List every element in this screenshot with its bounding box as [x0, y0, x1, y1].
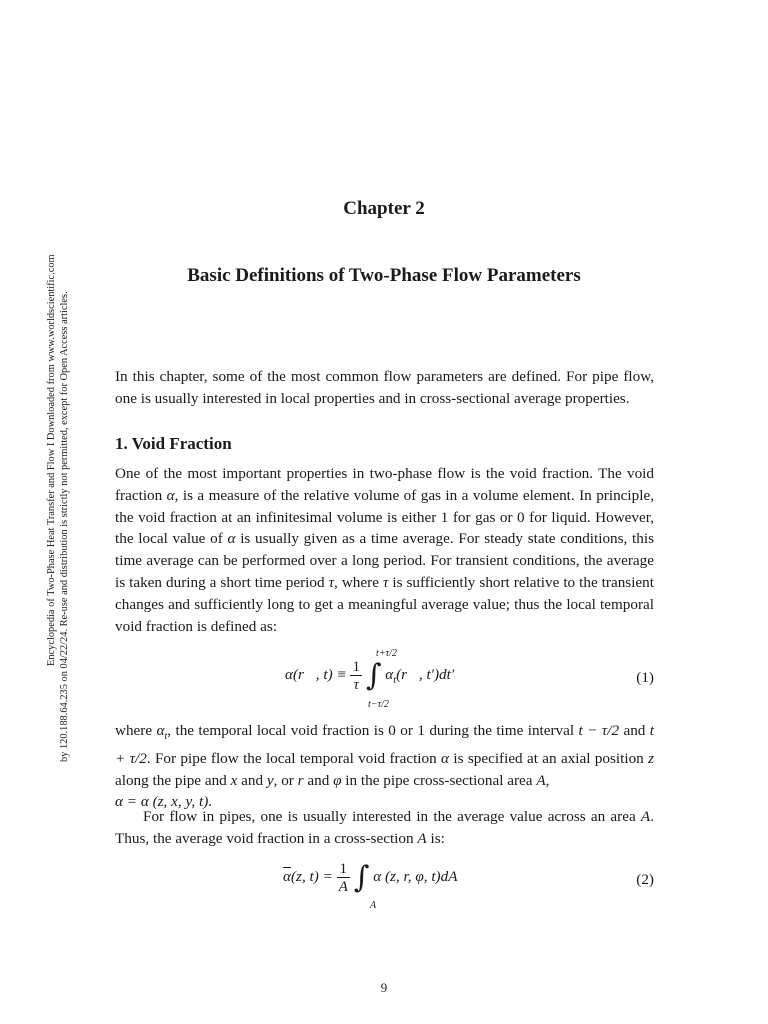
eq1-lhs: α(r⃗, t) ≡: [285, 665, 347, 683]
eq2-fraction: $\frac{1}{A}$: [338, 860, 348, 895]
eq1-number: (1): [636, 669, 654, 686]
eq1-lower-limit: t−τ/2: [368, 699, 389, 710]
eq1-integral-sign: ∫: [365, 658, 382, 693]
download-notice-line-1: Encyclopedia of Two-Phase Heat Transfer and Flow I Downloaded from www.worldscientific.com: [46, 254, 57, 666]
intro-paragraph: In this chapter, some of the most common flow parameters are defined. For pipe flow, one is usually interested in local properties and in cross-sectional average properties.: [115, 368, 654, 407]
void-fraction-paragraph: One of the most important properties in two-phase flow is the void fraction. The void fraction α, is a measure of the relative volume of gas in a volume element. In principle, the void fraction at an infinitesimal volume is either 1 for gas or 0 for liquid. However, the local value of α is usually given as a time average. For steady state conditions, this time average can be performed over a long period. For transient conditions, the average is taken during a short time period τ, where τ is sufficiently short relative to the transient changes and sufficiently long to get a meaningful average value; thus the local temporal void fraction is defined as:: [115, 465, 655, 635]
chapter-title: Basic Definitions of Two-Phase Flow Parameters: [187, 265, 581, 286]
eq2-integrand: α (z, r, φ, t)dA: [373, 867, 458, 885]
eq2-lower-limit: A: [370, 900, 377, 911]
chapter-label: Chapter 2: [343, 198, 425, 219]
eq1-fraction: $\frac{1}{\tau}$: [352, 658, 361, 693]
eq2-lhs: $\overline{\alpha}(z$, t) =: [283, 867, 333, 885]
section-heading-void-fraction: 1. Void Fraction: [115, 434, 232, 453]
eq2-number: (2): [636, 871, 654, 888]
equation-2: [115, 858, 654, 914]
pipe-average-paragraph: For flow in pipes, one is usually interested in the average value across an area A. Thus, the average void fraction in a cross-section A is:: [115, 808, 654, 847]
temporal-fraction-paragraph: where $\alpha_t$, the temporal local void fraction is 0 or 1 during the time interval t − τ/2 and t + τ/2. For pipe flow the local temporal void fraction α is specified at an axial position z along the pipe and x and y, or r and φ in the pipe cross-sectional area A, α = α (z, x, y, t).: [115, 722, 655, 811]
eq1-integrand: $\alpha_t(r⃗$, t′)dt′: [385, 665, 455, 687]
page-number: 9: [380, 980, 388, 995]
eq2-integral-sign: ∫: [353, 860, 370, 895]
download-notice: [45, 232, 73, 762]
download-notice-line-2: by 120.188.64.235 on 04/22/24. Re-use and distribution is strictly not permitted, except for Open Access articles.: [59, 291, 70, 762]
equation-1: [115, 648, 654, 710]
eq1-upper-limit: t+τ/2: [376, 648, 397, 659]
